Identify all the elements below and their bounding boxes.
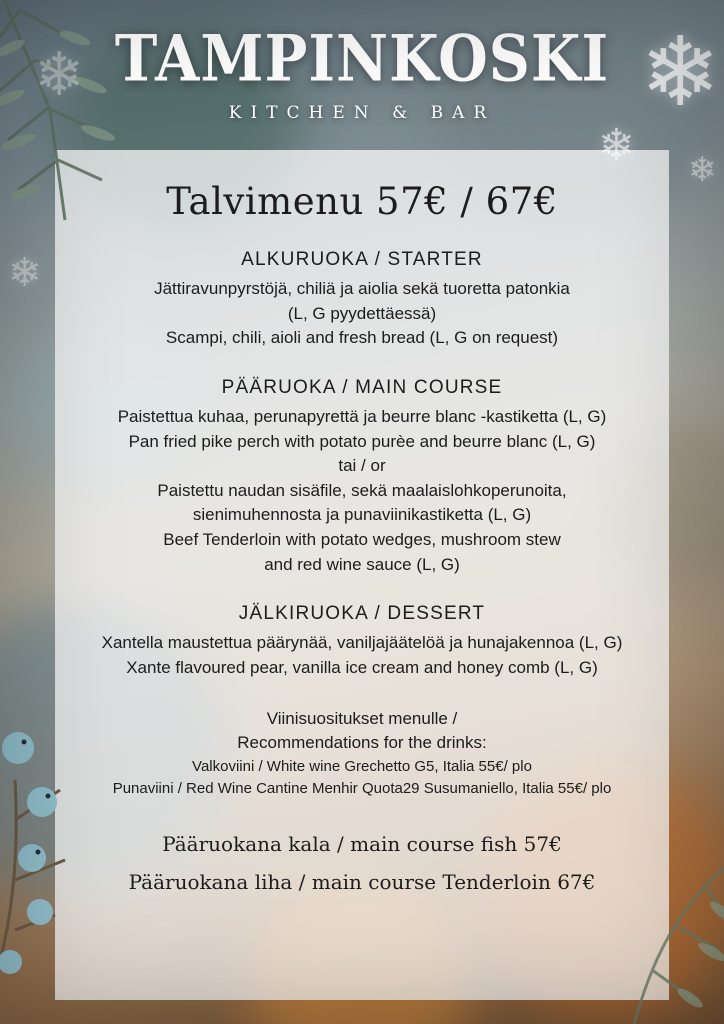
pine-branch-icon — [544, 840, 724, 1024]
menu-title: Talvimenu 57€ / 67€ — [166, 180, 558, 223]
section-heading: PÄÄRUOKA / MAIN COURSE — [221, 376, 503, 398]
restaurant-name: TAMPINKOSKI — [114, 20, 610, 96]
menu-line: sienimuhennosta ja punaviinikastiketta (L, G) — [192, 505, 532, 525]
snowflake-icon: ❄ — [640, 19, 721, 126]
snowflake-icon: ❄ — [598, 121, 635, 170]
section-heading: ALKURUOKA / STARTER — [241, 249, 483, 270]
wine-item: Valkoviini / White wine Grechetto G5, Italia 55€/ plo — [192, 757, 532, 775]
pine-branch-icon — [0, 0, 180, 290]
menu-line: Pan fried pike perch with potato purèe and beurre blanc (L, G) — [128, 431, 596, 451]
wine-intro-line: Viinisuositukset menulle / — [266, 708, 458, 728]
wine-item: Punaviini / Red Wine Cantine Menhir Quota29 Susumaniello, Italia 55€/ plo — [112, 779, 612, 797]
menu-line: Scampi, chili, aioli and fresh bread (L, G on request) — [165, 328, 559, 348]
menu-line: Paistettua kuhaa, perunapyrettä ja beurre blanc -kastiketta (L, G) — [117, 406, 607, 426]
menu-line: and red wine sauce (L, G) — [264, 554, 460, 574]
price-line: Pääruokana kala / main course fish 57€ — [162, 832, 562, 857]
snowflake-icon: ❄ — [34, 41, 85, 108]
berry-branch-icon — [0, 690, 130, 1020]
wine-recommendations — [73, 707, 651, 800]
menu-line: Xante flavoured pear, vanilla ice cream and honey comb (L, G) — [126, 658, 598, 678]
snowflake-icon: ❄ — [688, 151, 717, 189]
menu-section-dessert — [73, 603, 651, 680]
restaurant-tagline: KITCHEN & BAR — [228, 102, 496, 123]
menu-line: Paistettu naudan sisäfile, sekä maalaislohkoperunoita, — [157, 480, 567, 500]
menu-line: Jättiravunpyrstöjä, chiliä ja aiolia sekä tuoretta patonkia — [154, 279, 570, 298]
menu-line: Xantella maustettua päärynää, vaniljajäätelöä ja hunajakennoa (L, G) — [101, 633, 623, 653]
snowflake-icon: ❄ — [8, 251, 42, 295]
menu-section-main-course — [73, 377, 651, 577]
price-line: Pääruokana liha / main course Tenderloin 67€ — [128, 870, 596, 895]
wine-intro-line: Recommendations for the drinks: — [237, 733, 487, 753]
section-heading: JÄLKIRUOKA / DESSERT — [238, 603, 486, 625]
menu-line: Beef Tenderloin with potato wedges, mushroom stew — [163, 530, 561, 550]
menu-line: (L, G pyydettäessä) — [287, 303, 437, 323]
menu-line: tai / or — [338, 456, 386, 476]
